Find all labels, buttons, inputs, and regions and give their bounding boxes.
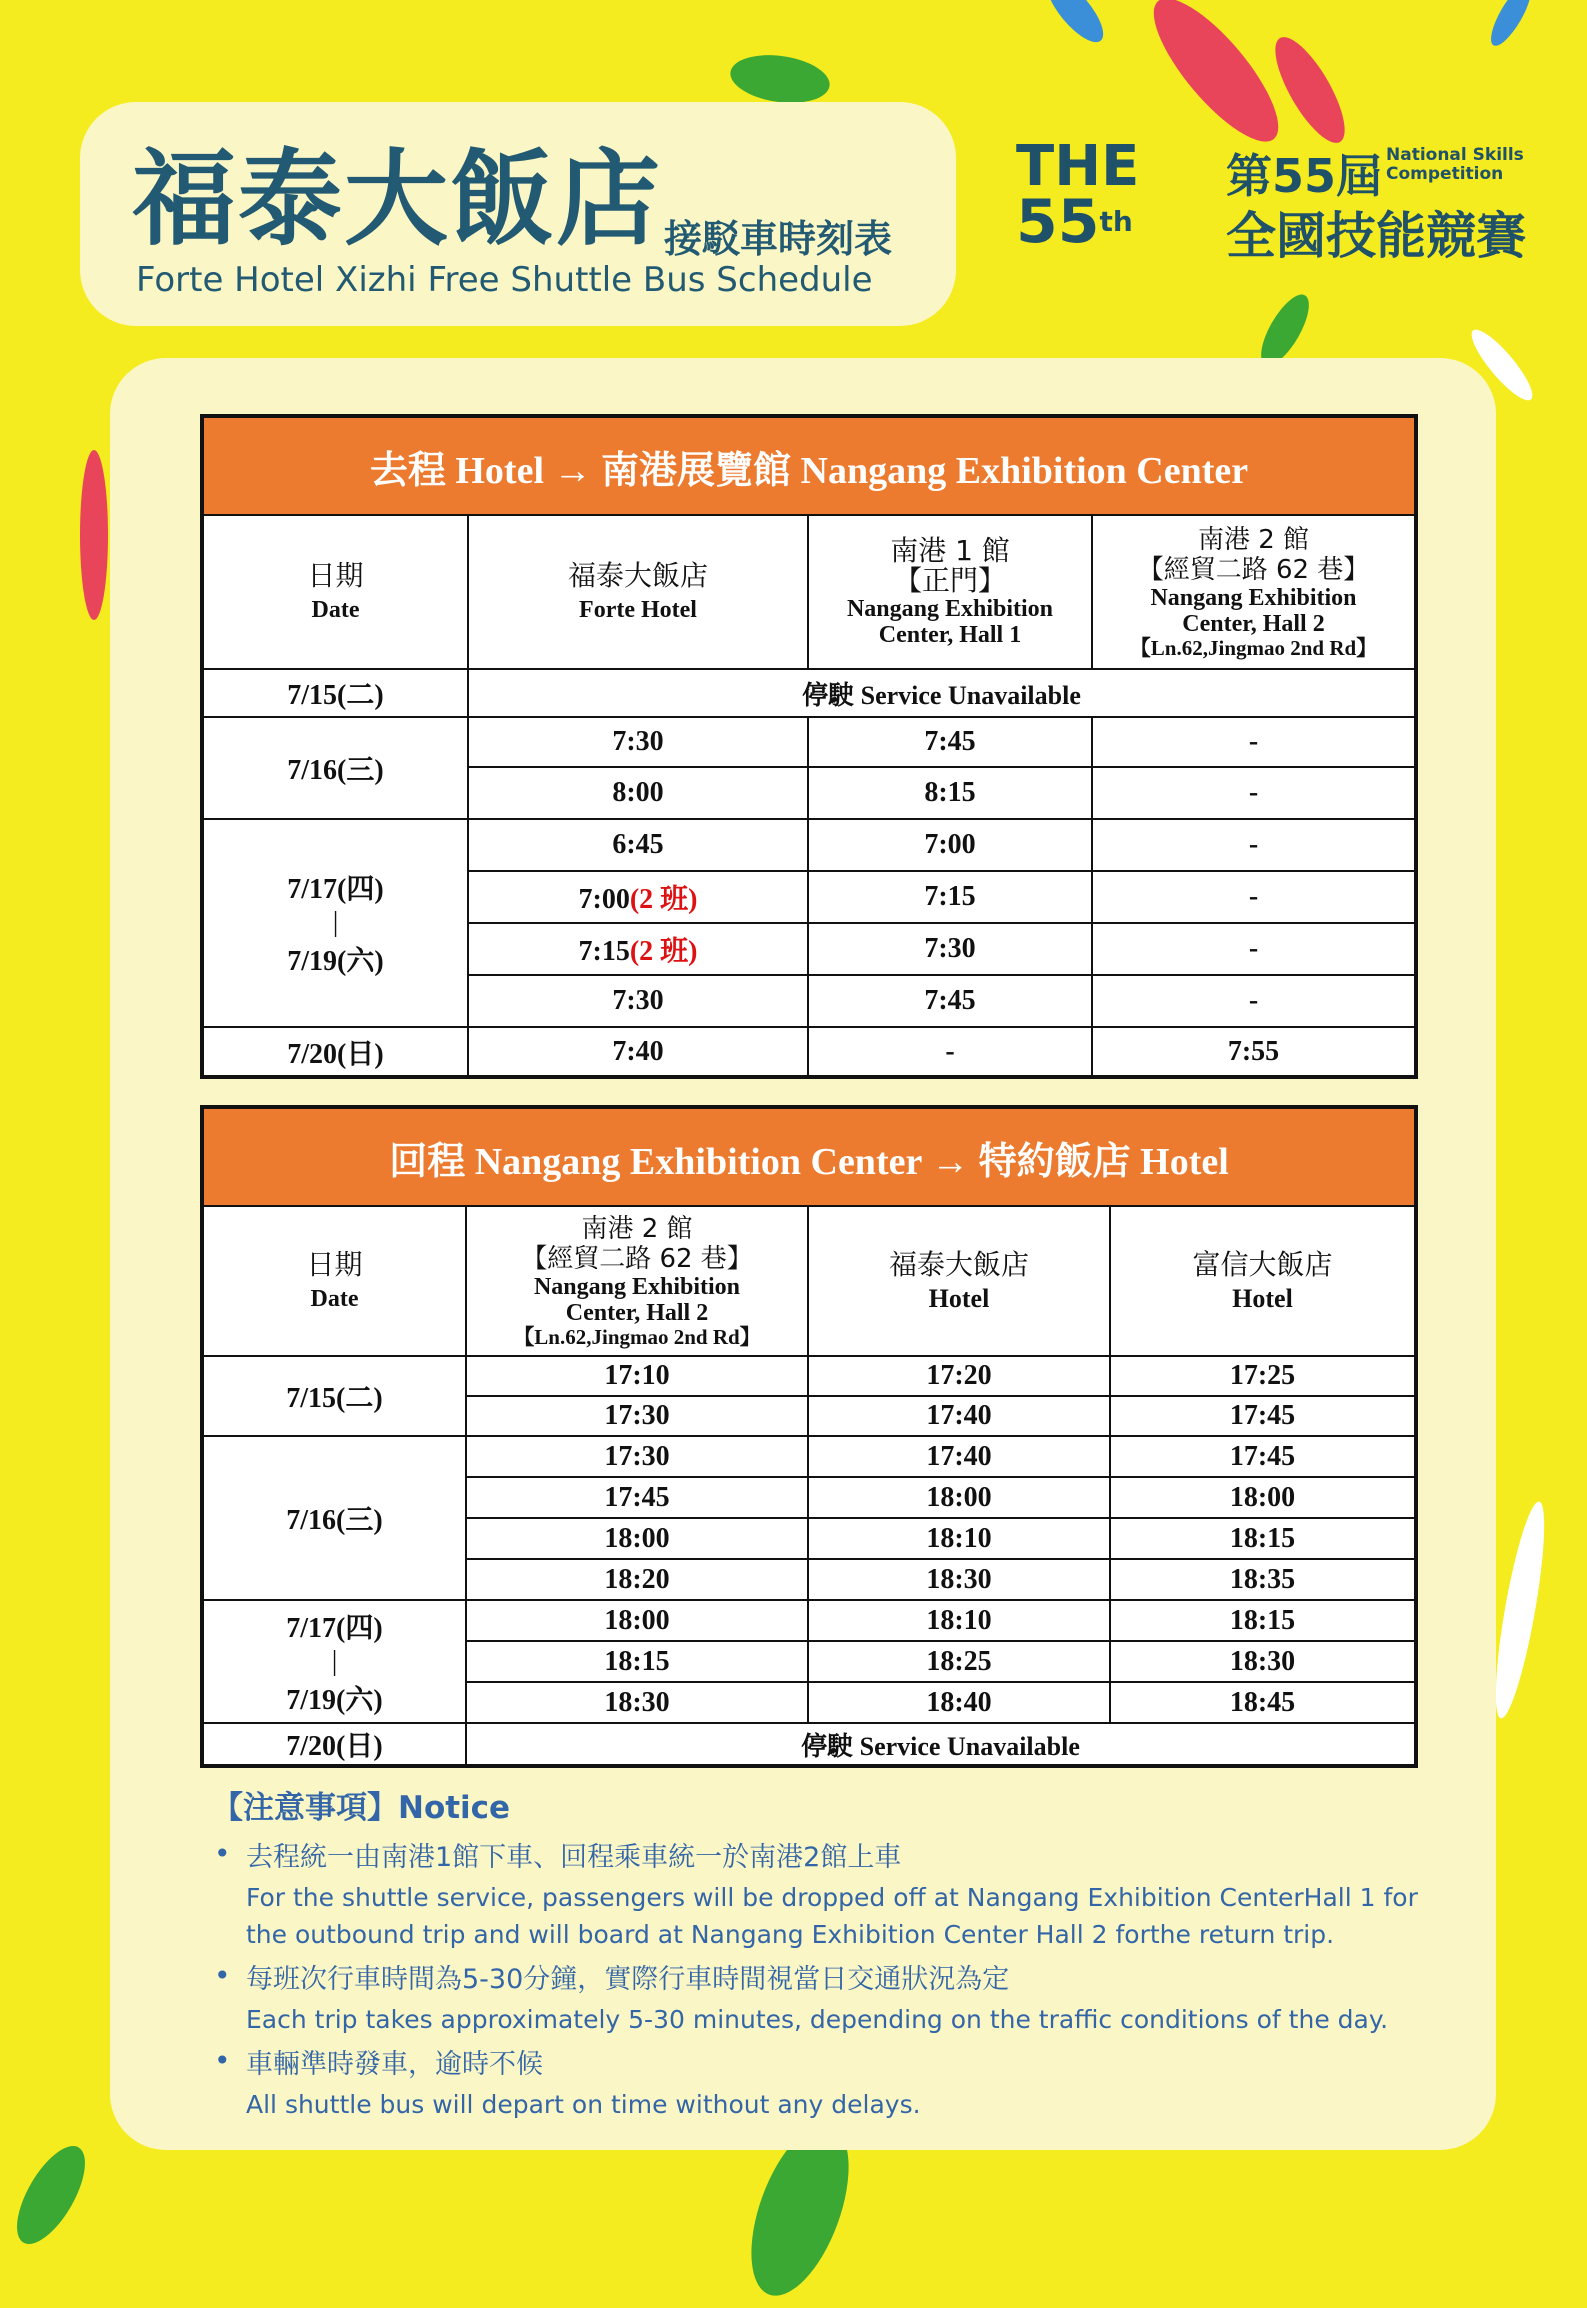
decor-white-stroke (1486, 1499, 1554, 1721)
header-hall2 (1092, 515, 1416, 669)
notice-item-en: Each trip takes approximately 5-30 minutes, depending on the traffic conditions of the day. (246, 2005, 1389, 2034)
time-cell: 7:00 (808, 819, 1092, 871)
time-cell: 7:55 (1092, 1027, 1416, 1077)
time-cell: 18:00 (808, 1477, 1110, 1518)
page-title-english: Forte Hotel Xizhi Free Shuttle Bus Schedule (136, 260, 873, 300)
time-cell: 18:30 (1110, 1641, 1416, 1682)
date-cell: 7/20(日) (202, 1723, 466, 1766)
table-header-row (202, 515, 1416, 669)
bus-count: (2 班) (629, 936, 698, 967)
time-cell: 7:30 (468, 717, 808, 767)
decor-green-stroke (4, 2136, 99, 2254)
time-cell: - (1092, 717, 1416, 767)
time-cell: 8:15 (808, 767, 1092, 819)
decor-red-stroke (80, 450, 108, 620)
return-schedule-table (200, 1105, 1418, 1768)
time-cell: 18:15 (466, 1641, 808, 1682)
time-cell: 17:45 (1110, 1436, 1416, 1477)
time-value: 6:45 (612, 829, 664, 860)
header-forte-zh: 福泰大飯店 (888, 1248, 1029, 1281)
date-cell: 7/15(二) (202, 669, 468, 717)
time-cell: 8:00 (468, 767, 808, 819)
logo-edition: 第55屆 (1226, 149, 1383, 203)
date-range-cell (202, 1600, 466, 1723)
time-cell (468, 871, 808, 923)
table-row (202, 1356, 1416, 1396)
header-hall2-addr: 【Ln.62,Jingmao 2nd Rd】 (513, 1325, 761, 1349)
header-hotel-en: Forte Hotel (579, 597, 697, 623)
outbound-title: 去程 Hotel → 南港展覽館 Nangang Exhibition Center (202, 416, 1416, 515)
header-hall2-en2: Center, Hall 2 (565, 1300, 709, 1326)
header-box (80, 102, 956, 326)
header-hall2-en1: Nangang Exhibition (1150, 585, 1357, 611)
table-row (202, 1027, 1416, 1077)
service-unavailable: 停駛 Service Unavailable (466, 1723, 1416, 1766)
time-cell: - (1092, 819, 1416, 871)
return-title: 回程 Nangang Exhibition Center → 特約飯店 Hotel (202, 1107, 1416, 1206)
time-cell: 17:10 (466, 1356, 808, 1396)
header-hall1-en2: Center, Hall 1 (878, 622, 1022, 648)
time-cell: 18:15 (1110, 1518, 1416, 1559)
notice-item-zh: 去程統一由南港1館下車、回程乘車統一於南港2館上車 (246, 1842, 902, 1873)
table-row (202, 1723, 1416, 1766)
time-cell: 7:45 (808, 717, 1092, 767)
header-fushin-en: Hotel (1232, 1284, 1293, 1313)
time-cell: 18:00 (466, 1518, 808, 1559)
header-date-zh: 日期 (306, 1248, 363, 1281)
time-cell: 17:40 (808, 1436, 1110, 1477)
bullet-icon: • (214, 2044, 231, 2077)
time-cell: - (1092, 923, 1416, 975)
header-hall2-road: 【經貿二路 62 巷】 (1137, 555, 1370, 585)
header-forte-hotel (808, 1206, 1110, 1356)
table-row (202, 717, 1416, 767)
logo-the: THE (1016, 134, 1140, 199)
date-separator: | (332, 907, 339, 938)
time-cell (468, 819, 808, 871)
time-cell: 17:30 (466, 1436, 808, 1477)
time-cell: 18:25 (808, 1641, 1110, 1682)
header-hall2-addr: 【Ln.62,Jingmao 2nd Rd】 (1129, 636, 1378, 660)
decor-blue-stroke (1484, 0, 1538, 51)
time-cell: 18:40 (808, 1682, 1110, 1723)
decor-green-stroke (727, 49, 832, 108)
time-cell: - (1092, 871, 1416, 923)
header-hall1-en1: Nangang Exhibition (846, 596, 1054, 622)
time-value: 7:00 (578, 884, 630, 915)
time-cell: 17:40 (808, 1396, 1110, 1436)
date-cell: 7/16(三) (202, 1436, 466, 1600)
time-cell: 18:20 (466, 1559, 808, 1600)
header-hall1-gate: 【正門】 (893, 564, 1006, 597)
header-hall1 (808, 515, 1092, 669)
header-hall2-zh: 南港 2 館 (1197, 525, 1310, 555)
header-hall2-road: 【經貿二路 62 巷】 (521, 1244, 753, 1274)
time-cell: 18:30 (466, 1682, 808, 1723)
bullet-icon: • (214, 1837, 231, 1870)
header-hall1-zh: 南港 1 館 (890, 534, 1010, 567)
notice-item (212, 1837, 1432, 1953)
time-cell: 18:10 (808, 1518, 1110, 1559)
header-date-en: Date (310, 1286, 359, 1312)
header-hall2-en1: Nangang Exhibition (533, 1274, 741, 1300)
time-cell (468, 923, 808, 975)
time-cell: 18:10 (808, 1600, 1110, 1641)
time-cell: 18:00 (466, 1600, 808, 1641)
time-cell: 17:30 (466, 1396, 808, 1436)
outbound-schedule-table (200, 414, 1418, 1079)
header-hall2 (466, 1206, 808, 1356)
notice-item-en: All shuttle bus will depart on time without any delays. (246, 2090, 921, 2119)
header-date (202, 1206, 466, 1356)
notice-item (212, 1959, 1432, 2038)
time-cell: 18:30 (808, 1559, 1110, 1600)
date-end: 7/19(六) (286, 1684, 383, 1716)
table-row (202, 669, 1416, 717)
header-hotel-zh: 福泰大飯店 (567, 559, 708, 592)
time-cell: - (808, 1027, 1092, 1077)
header-fushin-hotel (1110, 1206, 1416, 1356)
bullet-icon: • (214, 1959, 231, 1992)
time-cell: - (1092, 975, 1416, 1027)
time-value: 7:15 (578, 936, 630, 967)
time-cell: 18:15 (1110, 1600, 1416, 1641)
time-cell: 17:45 (466, 1477, 808, 1518)
date-start: 7/17(四) (287, 874, 384, 905)
time-cell: 18:00 (1110, 1477, 1416, 1518)
page-title: 福泰大飯店 (132, 138, 663, 260)
date-cell: 7/15(二) (202, 1356, 466, 1436)
header-hall2-zh: 南港 2 館 (581, 1214, 693, 1244)
notice-item (212, 2044, 1432, 2123)
header-date-en: Date (311, 597, 360, 623)
notice-title: 【注意事項】Notice (212, 1790, 511, 1826)
notice-item-en: For the shuttle service, passengers will be dropped off at Nangang Exhibition CenterHall 1 for the outbound trip and will board at Nangang Exhibition Center Hall 2 forthe return trip. (246, 1883, 1418, 1949)
time-cell: 7:45 (808, 975, 1092, 1027)
time-cell: 17:45 (1110, 1396, 1416, 1436)
decor-blue-stroke (1038, 0, 1112, 50)
time-cell: 7:15 (808, 871, 1092, 923)
notice-item-zh: 每班次行車時間為5-30分鐘，實際行車時間視當日交通狀況為定 (246, 1964, 1010, 1995)
bus-count: (2 班) (629, 884, 698, 915)
time-cell: 18:45 (1110, 1682, 1416, 1723)
time-cell: 7:40 (468, 1027, 808, 1077)
notice-item-zh: 車輛準時發車，逾時不候 (246, 2049, 543, 2080)
header-hotel (468, 515, 808, 669)
logo-sup: th (1099, 205, 1133, 238)
logo-english-name: National Skills Competition (1386, 145, 1524, 184)
time-cell (468, 975, 808, 1027)
date-end: 7/19(六) (287, 946, 384, 977)
date-cell: 7/20(日) (202, 1027, 468, 1077)
date-separator: | (331, 1645, 338, 1677)
table-row (202, 1436, 1416, 1477)
page-subtitle: 接駁車時刻表 (664, 217, 893, 261)
logo-num: 55 (1016, 187, 1100, 257)
header-date-zh: 日期 (307, 559, 364, 592)
service-unavailable: 停駛 Service Unavailable (468, 669, 1416, 717)
logo-chinese-name: 全國技能競賽 (1226, 207, 1526, 265)
header-forte-en: Hotel (928, 1284, 990, 1313)
header-date (202, 515, 468, 669)
logo-number (1016, 187, 1133, 257)
decor-red-stroke (1135, 0, 1297, 158)
time-cell: 17:25 (1110, 1356, 1416, 1396)
date-range-cell (202, 819, 468, 1027)
time-cell: - (1092, 767, 1416, 819)
notice-section (212, 1782, 1432, 2129)
date-start: 7/17(四) (286, 1612, 383, 1644)
table-row (202, 819, 1416, 871)
header-fushin-zh: 富信大飯店 (1192, 1248, 1333, 1281)
date-cell: 7/16(三) (202, 717, 468, 819)
competition-logo (1010, 134, 1550, 265)
table-header-row (202, 1206, 1416, 1356)
table-row (202, 1600, 1416, 1641)
time-value: 7:30 (612, 985, 664, 1016)
header-hall2-en2: Center, Hall 2 (1182, 611, 1325, 637)
time-cell: 18:35 (1110, 1559, 1416, 1600)
time-cell: 7:30 (808, 923, 1092, 975)
time-cell: 17:20 (808, 1356, 1110, 1396)
